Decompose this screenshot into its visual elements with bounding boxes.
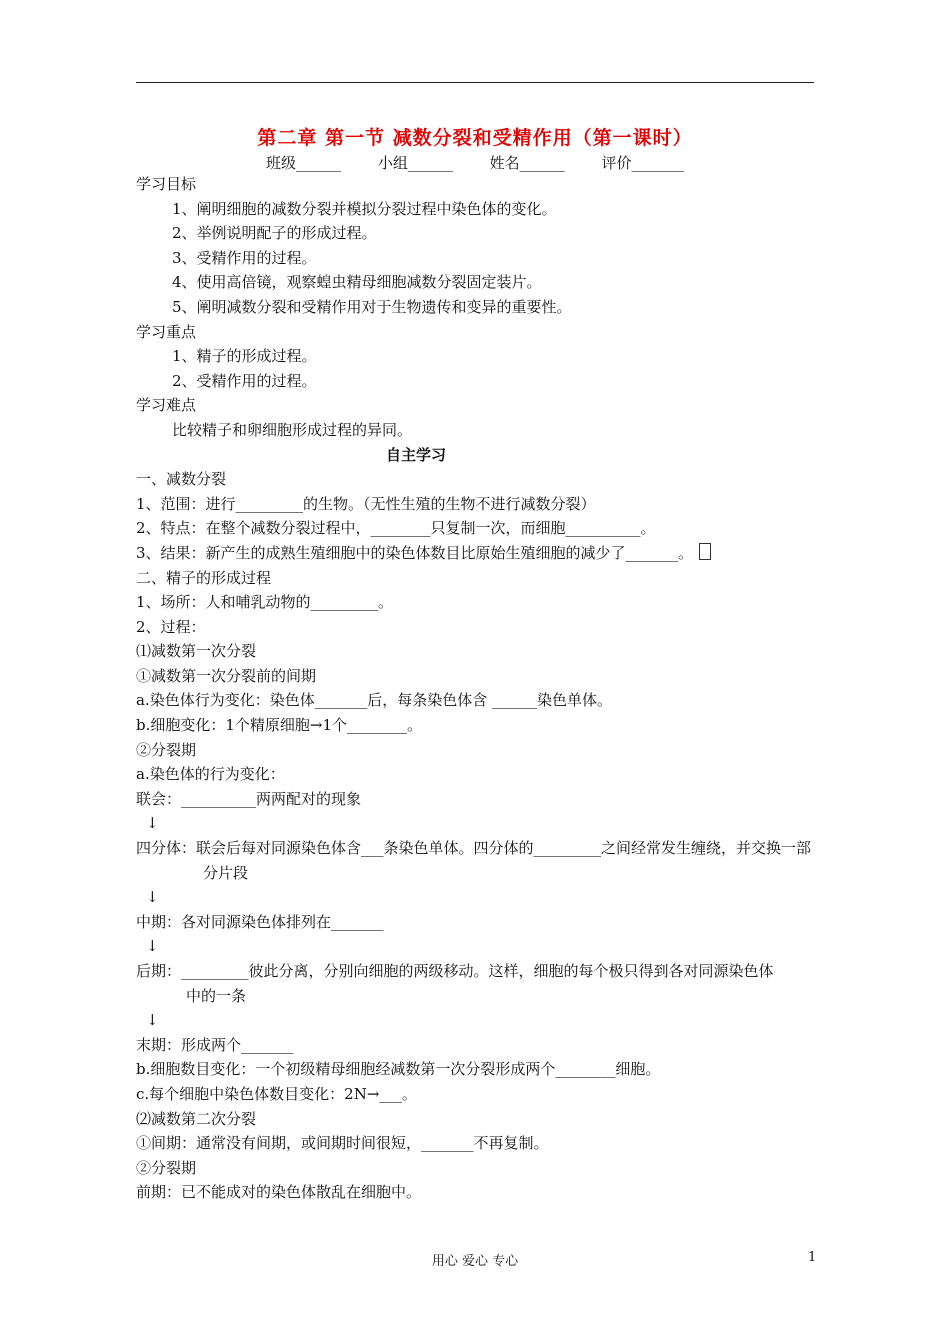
list-item: 1、精子的形成过程。 xyxy=(172,347,317,366)
text-line: 比较精子和卵细胞形成过程的异同。 xyxy=(172,420,413,439)
text-line xyxy=(136,541,876,566)
text-line: a.染色体的行为变化： xyxy=(136,765,285,784)
name-field: 姓名______ xyxy=(489,154,565,172)
text-line: 后期：_________彼此分离，分别向细胞的两级移动。这样，细胞的每个极只得到各对同源染色体 xyxy=(136,962,774,980)
text-line: a.染色体行为变化：染色体_______后，每条染色体含 ______染色单体。 xyxy=(136,691,612,710)
down-arrow-icon: ↓ xyxy=(146,888,159,907)
text-line: ②分裂期 xyxy=(136,740,197,759)
text-line: ①间期：通常没有间期，或间期时间很短，_______不再复制。 xyxy=(136,1134,549,1153)
text-line: b.细胞变化：1个精原细胞→1个________。 xyxy=(136,716,423,735)
section-heading: 学习重点 xyxy=(136,322,197,341)
page-footer: 用心 爱心 专心 xyxy=(431,1254,519,1269)
list-item: 4、使用高倍镜，观察蝗虫精母细胞减数分裂固定装片。 xyxy=(172,273,542,292)
group-field: 小组______ xyxy=(377,154,453,172)
text-line-continuation: 中的一条 xyxy=(186,986,247,1005)
header-rule xyxy=(136,82,814,83)
grade-field: 评价_______ xyxy=(601,154,684,172)
student-info-line xyxy=(0,152,950,173)
down-arrow-icon: ↓ xyxy=(146,814,159,833)
subsection-title: 自主学习 xyxy=(385,445,446,464)
list-item: 2、举例说明配子的形成过程。 xyxy=(172,224,377,243)
text-line: 前期：已不能成对的染色体散乱在细胞中。 xyxy=(136,1183,422,1202)
page-title: 第二章 第一节 减数分裂和受精作用（第一课时） xyxy=(257,127,693,149)
text-line: ⑴减数第一次分裂 xyxy=(136,642,257,661)
list-item: 1、阐明细胞的减数分裂并模拟分裂过程中染色体的变化。 xyxy=(172,199,557,218)
down-arrow-icon: ↓ xyxy=(146,937,159,956)
document-body xyxy=(136,172,876,1205)
text-line-continuation: 分片段 xyxy=(203,863,249,882)
text-line: 中期：各对同源染色体排列在_______ xyxy=(136,912,384,931)
section-heading: 学习难点 xyxy=(136,396,197,415)
text-line: 1、场所：人和哺乳动物的_________。 xyxy=(136,593,394,612)
text-line: 二、精子的形成过程 xyxy=(136,568,272,587)
text-line: 2、特点：在整个减数分裂过程中，________只复制一次，而细胞__________。 xyxy=(136,519,656,538)
text-line: b.细胞数目变化：一个初级精母细胞经减数第一次分裂形成两个________细胞。 xyxy=(136,1060,661,1079)
page-number: 1 xyxy=(808,1250,817,1265)
down-arrow-icon: ↓ xyxy=(146,1011,159,1030)
checkbox-icon xyxy=(699,543,711,560)
list-item: 3、受精作用的过程。 xyxy=(172,248,317,267)
text-line: 四分体：联会后每对同源染色体含___条染色单体。四分体的_________之间经常发生缠绕，并交换一部 xyxy=(136,839,812,858)
text-line: 末期：形成两个_______ xyxy=(136,1035,294,1054)
text-line: 2、过程： xyxy=(136,617,206,636)
list-item: 5、阐明减数分裂和受精作用对于生物遗传和变异的重要性。 xyxy=(172,297,572,316)
text-line: c.每个细胞中染色体数目变化：2N→___。 xyxy=(136,1084,417,1103)
text-line: ⑵减数第二次分裂 xyxy=(136,1109,257,1128)
text-line: 联会：__________两两配对的现象 xyxy=(136,789,362,808)
section-heading: 学习目标 xyxy=(136,175,197,193)
text-span: 3、结果：新产生的成熟生殖细胞中的染色体数目比原始生殖细胞的减少了_______。 xyxy=(136,543,694,562)
class-field: 班级______ xyxy=(266,154,342,172)
text-line: ②分裂期 xyxy=(136,1158,197,1177)
list-item: 2、受精作用的过程。 xyxy=(172,371,317,390)
text-line: ①减数第一次分裂前的间期 xyxy=(136,666,317,685)
text-line: 一、减数分裂 xyxy=(136,470,227,489)
text-line: 1、范围：进行_________的生物。（无性生殖的生物不进行减数分裂） xyxy=(136,494,596,513)
